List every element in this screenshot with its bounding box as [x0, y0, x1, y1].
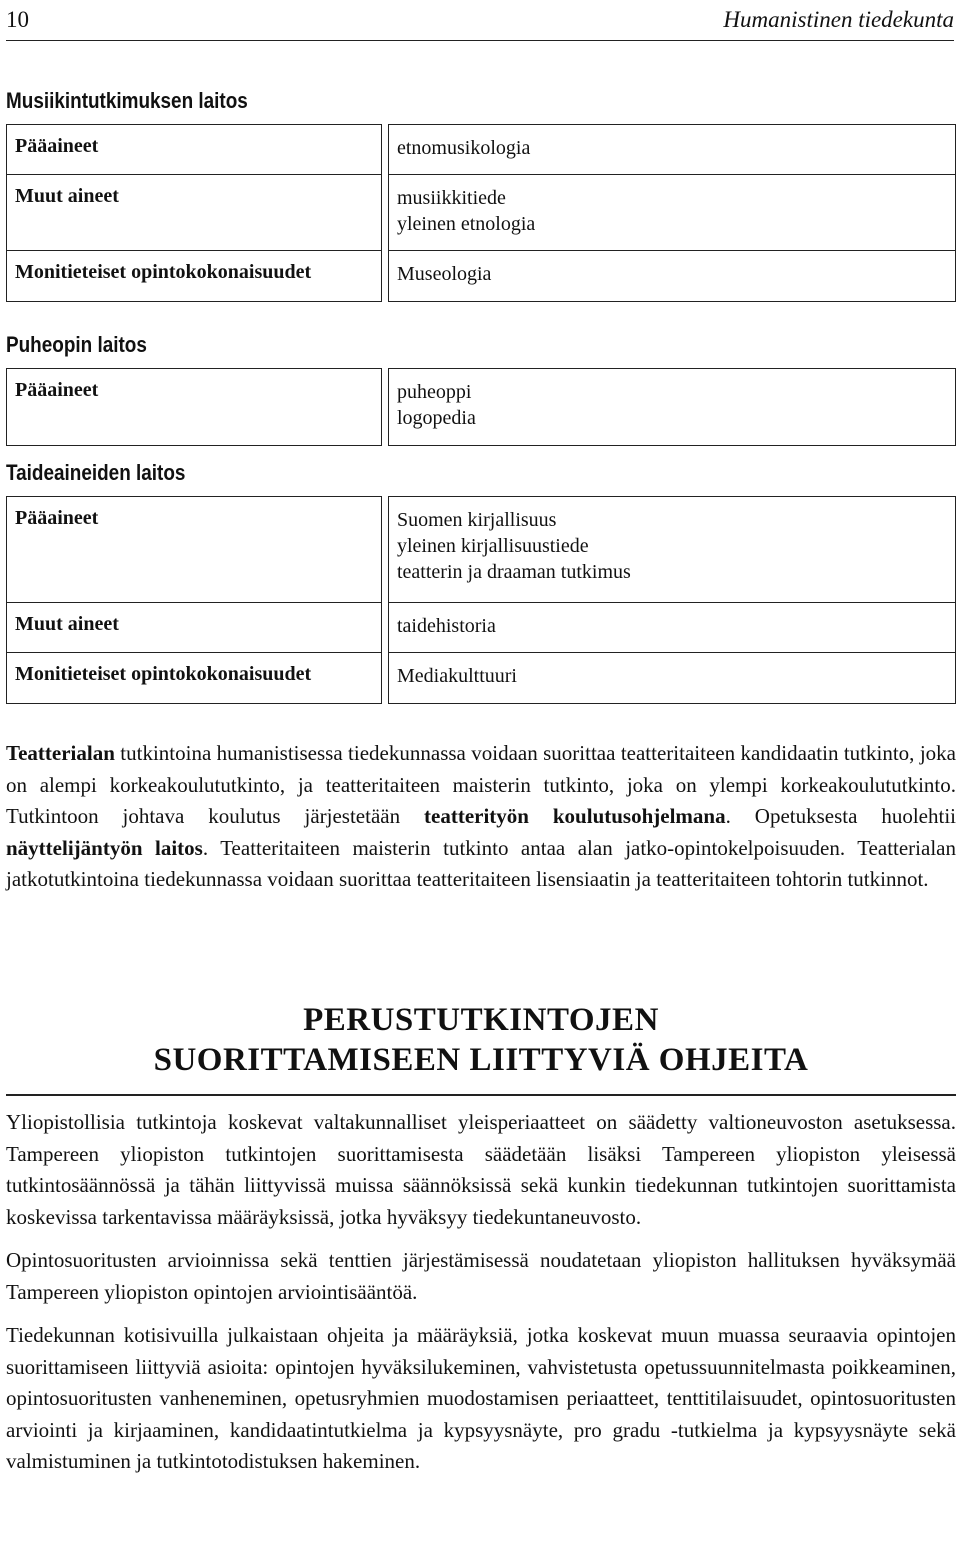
paragraph-text: . Teatteritaiteen maisterin tutkinto antaa alan jatko-opintokelpoisuuden. Teatterialan jatkotutkintoina tiedekunnassa voidaan suorittaa teatteritaiteen lisensiaatin ja teatteritaiteen tohtorin tutkinnot. — [6, 835, 956, 891]
subject: taidehistoria — [397, 615, 496, 637]
row-label: Pääaineet — [6, 124, 382, 174]
row-label: Monitieteiset opintokokonaisuudet — [6, 652, 382, 704]
heading-rule — [6, 1094, 956, 1096]
row-label: Pääaineet — [6, 368, 382, 446]
row-value — [388, 496, 956, 602]
row-value — [388, 652, 956, 704]
row-label: Pääaineet — [6, 496, 382, 602]
subject: Museologia — [397, 263, 492, 285]
subject: logopedia — [397, 407, 476, 429]
row-label: Monitieteiset opintokokonaisuudet — [6, 250, 382, 302]
section-heading — [6, 1000, 956, 1080]
subject: teatterin ja draaman tutkimus — [397, 561, 631, 583]
subject: etnomusikologia — [397, 137, 531, 159]
row-value — [388, 174, 956, 250]
department-musiikintutkimus — [6, 88, 956, 302]
department-title: Taideaineiden laitos — [6, 460, 186, 485]
body-paragraph: Yliopistollisia tutkintoja koskevat valtakunnalliset yleisperiaatteet on säädetty valtioneuvoston asetuksessa. Tampereen yliopiston tutkintojen suorittamisesta säädetään lisäksi Tampereen yliopiston yleisessä tutkintosäännössä ja tähän liittyvissä muissa säännöksissä sekä kunkin tiedekunnan tutkintojen suorittamista koskevissa tarkentavissa määräyksissä, jotka hyväksyy tiedekuntaneuvosto. — [6, 1110, 956, 1229]
subject: Mediakulttuuri — [397, 665, 517, 687]
subjects-table — [6, 496, 956, 704]
section-heading-block — [6, 1000, 956, 1096]
subject: musiikkitiede — [397, 187, 506, 209]
subject: puheoppi — [397, 381, 472, 403]
page-header — [6, 0, 954, 41]
body-paragraph: Opintosuoritusten arvioinnissa sekä tenttien järjestämisessä noudatetaan yliopiston hallituksen hyväksymää Tampereen yliopiston opintojen arviointisääntöä. — [6, 1248, 956, 1304]
row-value — [388, 368, 956, 446]
body-paragraph: Tiedekunnan kotisivuilla julkaistaan ohjeita ja määräyksiä, jotka koskevat muun muassa seuraavia opintojen suorittamiseen liittyviä asioita: opintojen hyväksilukeminen, vahvistetusta opetussuunnitelmasta poikkeaminen, opintosuoritusten vanheneminen, opetusryhmien muodostamisen periaatteet, tenttitilaisuudet, opintosuoritusten arviointi ja kirjaaminen, kandidaatintutkielma ja kypsyysnäyte, pro gradu -tutkielma ja kypsyysnäyte sekä valmistuminen ja tutkintotodistuksen hakeminen. — [6, 1323, 956, 1473]
paragraph-text: tutkintoina humanistisessa tiedekunnassa voidaan suorittaa teatteritaiteen kandidaatin tutkinto, joka on alempi korkeakoulututkinto, ja teatteritaiteen maisterin tutkinto, joka on ylempi korkeakoulututkinto. Tutkintoon johtava koulutus järjestetään — [6, 741, 956, 828]
department-taideaineet — [6, 460, 956, 704]
subject: Suomen kirjallisuus — [397, 509, 557, 531]
theatre-section — [6, 738, 956, 896]
bold-term: näyttelijäntyön laitos — [6, 835, 203, 860]
row-value — [388, 250, 956, 302]
page-number: 10 — [6, 7, 29, 32]
department-title: Musiikintutkimuksen laitos — [6, 88, 248, 113]
running-title: Humanistinen tiedekunta — [723, 7, 954, 32]
row-label: Muut aineet — [6, 174, 382, 250]
paragraph-text: . Opetuksesta huolehtii — [725, 804, 956, 828]
theatre-paragraph — [6, 738, 956, 896]
row-label: Muut aineet — [6, 602, 382, 652]
subject: yleinen etnologia — [397, 213, 536, 235]
row-value — [388, 602, 956, 652]
heading-line: PERUSTUTKINTOJEN — [303, 1002, 659, 1038]
subjects-table — [6, 368, 956, 446]
subjects-table — [6, 124, 956, 302]
bold-term: Teatterialan — [6, 741, 115, 765]
subject: yleinen kirjallisuustiede — [397, 535, 589, 557]
department-title: Puheopin laitos — [6, 332, 147, 357]
bold-term: teatterityön koulutusohjelmana — [424, 804, 726, 828]
instructions-body — [6, 1107, 956, 1478]
row-value — [388, 124, 956, 174]
department-puheoppi — [6, 332, 956, 446]
heading-line: SUORITTAMISEEN LIITTYVIÄ OHJEITA — [153, 1042, 809, 1078]
